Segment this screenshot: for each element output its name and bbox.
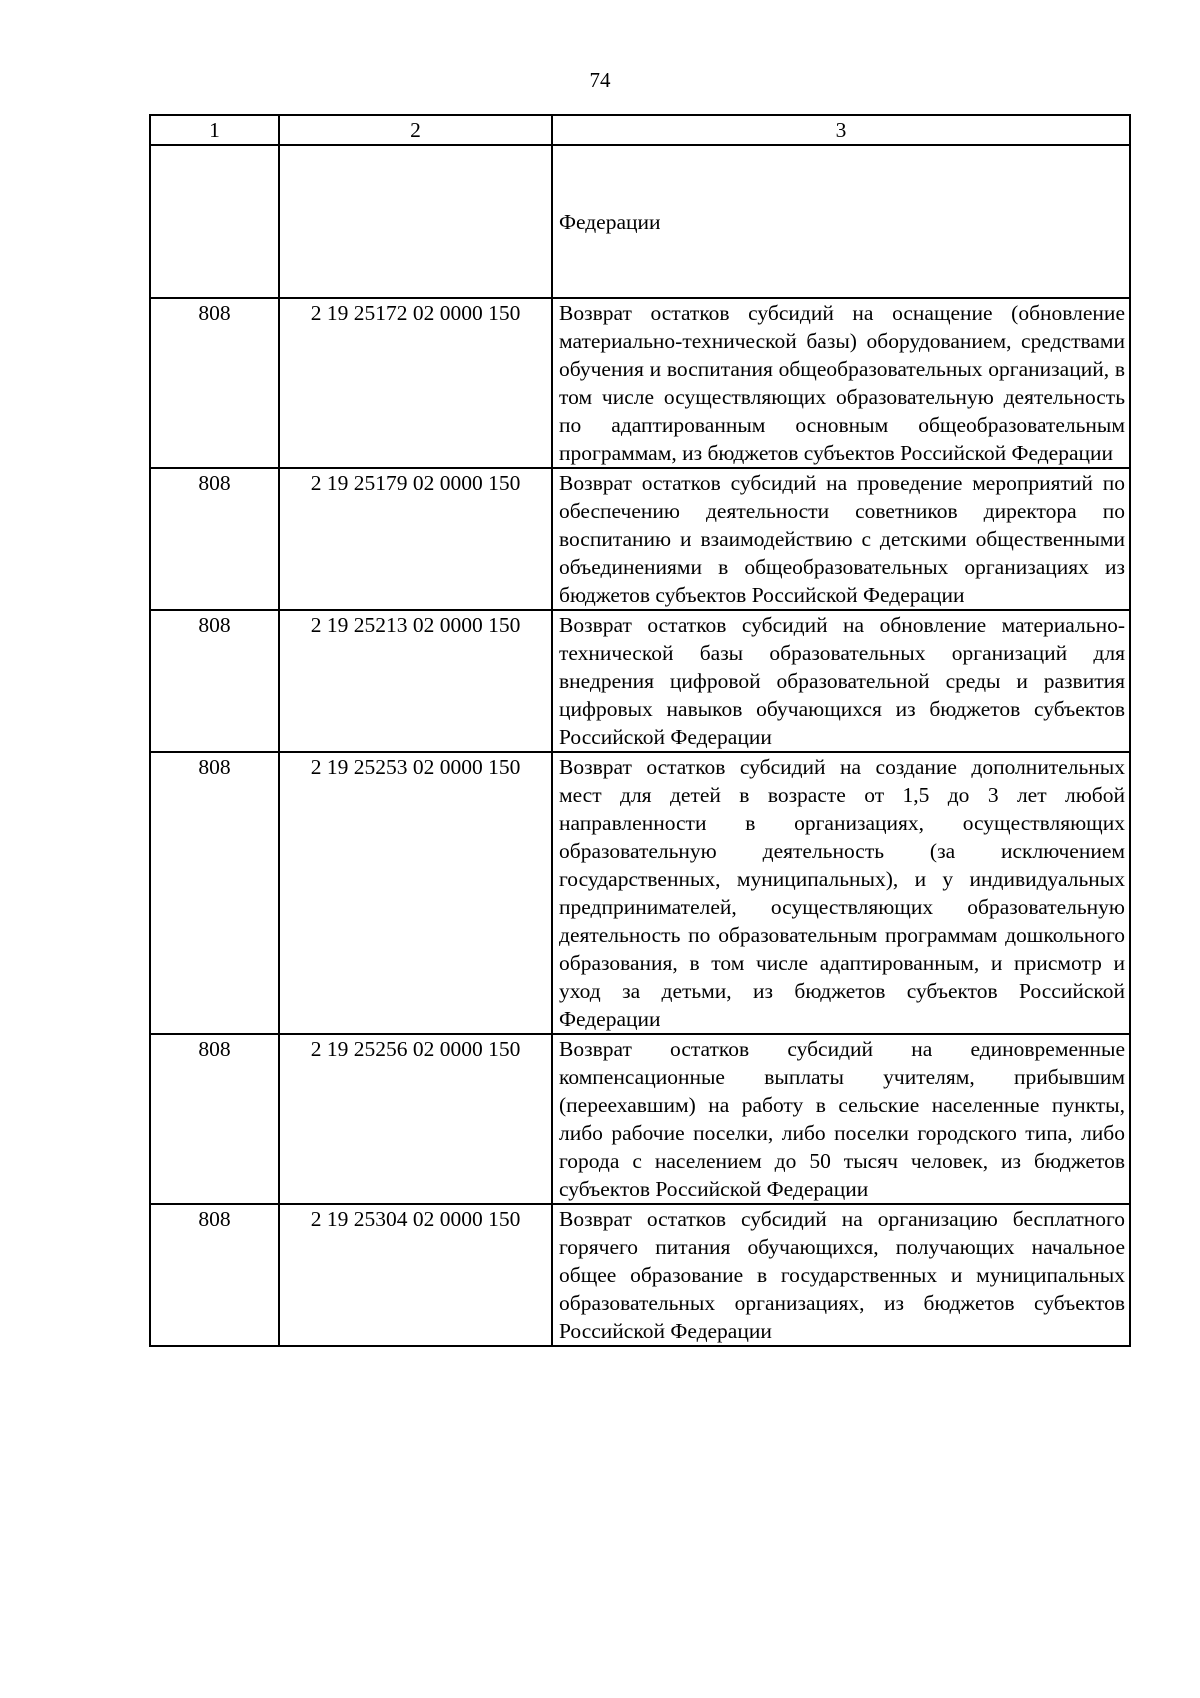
table-row xyxy=(150,1204,1130,1346)
description-cell: Возврат остатков субсидий на единовременные компенсационные выплаты учителям, прибывшим (переехавшим) на работу в сельские населенные пункты, либо рабочие поселки, либо поселки городского типа, либо города с населением до 50 тысяч человек, из бюджетов субъектов Российской Федерации xyxy=(552,1034,1130,1204)
column-header-1: 1 xyxy=(150,115,279,145)
page-number: 74 xyxy=(589,68,611,92)
column-header-2: 2 xyxy=(279,115,552,145)
description-cell: Возврат остатков субсидий на оснащение (обновление материально-технической базы) оборудованием, средствами обучения и воспитания общеобразовательных организаций, в том числе осуществляющих образовательную деятельность по адаптированным основным общеобразовательным программам, из бюджетов субъектов Российской Федерации xyxy=(552,298,1130,468)
table-row xyxy=(150,468,1130,610)
description-cell: Федерации xyxy=(552,145,1130,298)
table-row xyxy=(150,1034,1130,1204)
kbk-code-cell: 2 19 25213 02 0000 150 xyxy=(279,610,552,752)
admin-code-cell: 808 xyxy=(150,298,279,468)
kbk-code-cell: 2 19 25172 02 0000 150 xyxy=(279,298,552,468)
table-header-row xyxy=(150,115,1130,145)
table-row xyxy=(150,610,1130,752)
description-cell: Возврат остатков субсидий на создание дополнительных мест для детей в возрасте от 1,5 до 3 лет любой направленности в организациях, осуществляющих образовательную деятельность (за исключением государственных, муниципальных), и у индивидуальных предпринимателей, осуществляющих образовательную деятельность по образовательным программам дошкольного образования, в том числе адаптированным, и присмотр и уход за детьми, из бюджетов субъектов Российской Федерации xyxy=(552,752,1130,1034)
continuation-row xyxy=(150,145,1130,298)
kbk-code-cell: 2 19 25256 02 0000 150 xyxy=(279,1034,552,1204)
admin-code-cell: 808 xyxy=(150,752,279,1034)
kbk-code-cell: 2 19 25179 02 0000 150 xyxy=(279,468,552,610)
admin-code-cell: 808 xyxy=(150,1204,279,1346)
admin-code-cell: 808 xyxy=(150,610,279,752)
kbk-code-cell: 2 19 25253 02 0000 150 xyxy=(279,752,552,1034)
description-cell: Возврат остатков субсидий на обновление материально-технической базы образовательных организаций для внедрения цифровой образовательной среды и развития цифровых навыков обучающихся из бюджетов субъектов Российской Федерации xyxy=(552,610,1130,752)
budget-codes-table xyxy=(149,114,1131,1347)
table-row xyxy=(150,752,1130,1034)
kbk-code-cell xyxy=(279,145,552,298)
admin-code-cell xyxy=(150,145,279,298)
table-row xyxy=(150,298,1130,468)
column-header-3: 3 xyxy=(552,115,1130,145)
description-cell: Возврат остатков субсидий на организацию бесплатного горячего питания обучающихся, получающих начальное общее образование в государственных и муниципальных образовательных организациях, из бюджетов субъектов Российской Федерации xyxy=(552,1204,1130,1346)
admin-code-cell: 808 xyxy=(150,1034,279,1204)
description-cell: Возврат остатков субсидий на проведение мероприятий по обеспечению деятельности советников директора по воспитанию и взаимодействию с детскими общественными объединениями в общеобразовательных организациях из бюджетов субъектов Российской Федерации xyxy=(552,468,1130,610)
kbk-code-cell: 2 19 25304 02 0000 150 xyxy=(279,1204,552,1346)
admin-code-cell: 808 xyxy=(150,468,279,610)
